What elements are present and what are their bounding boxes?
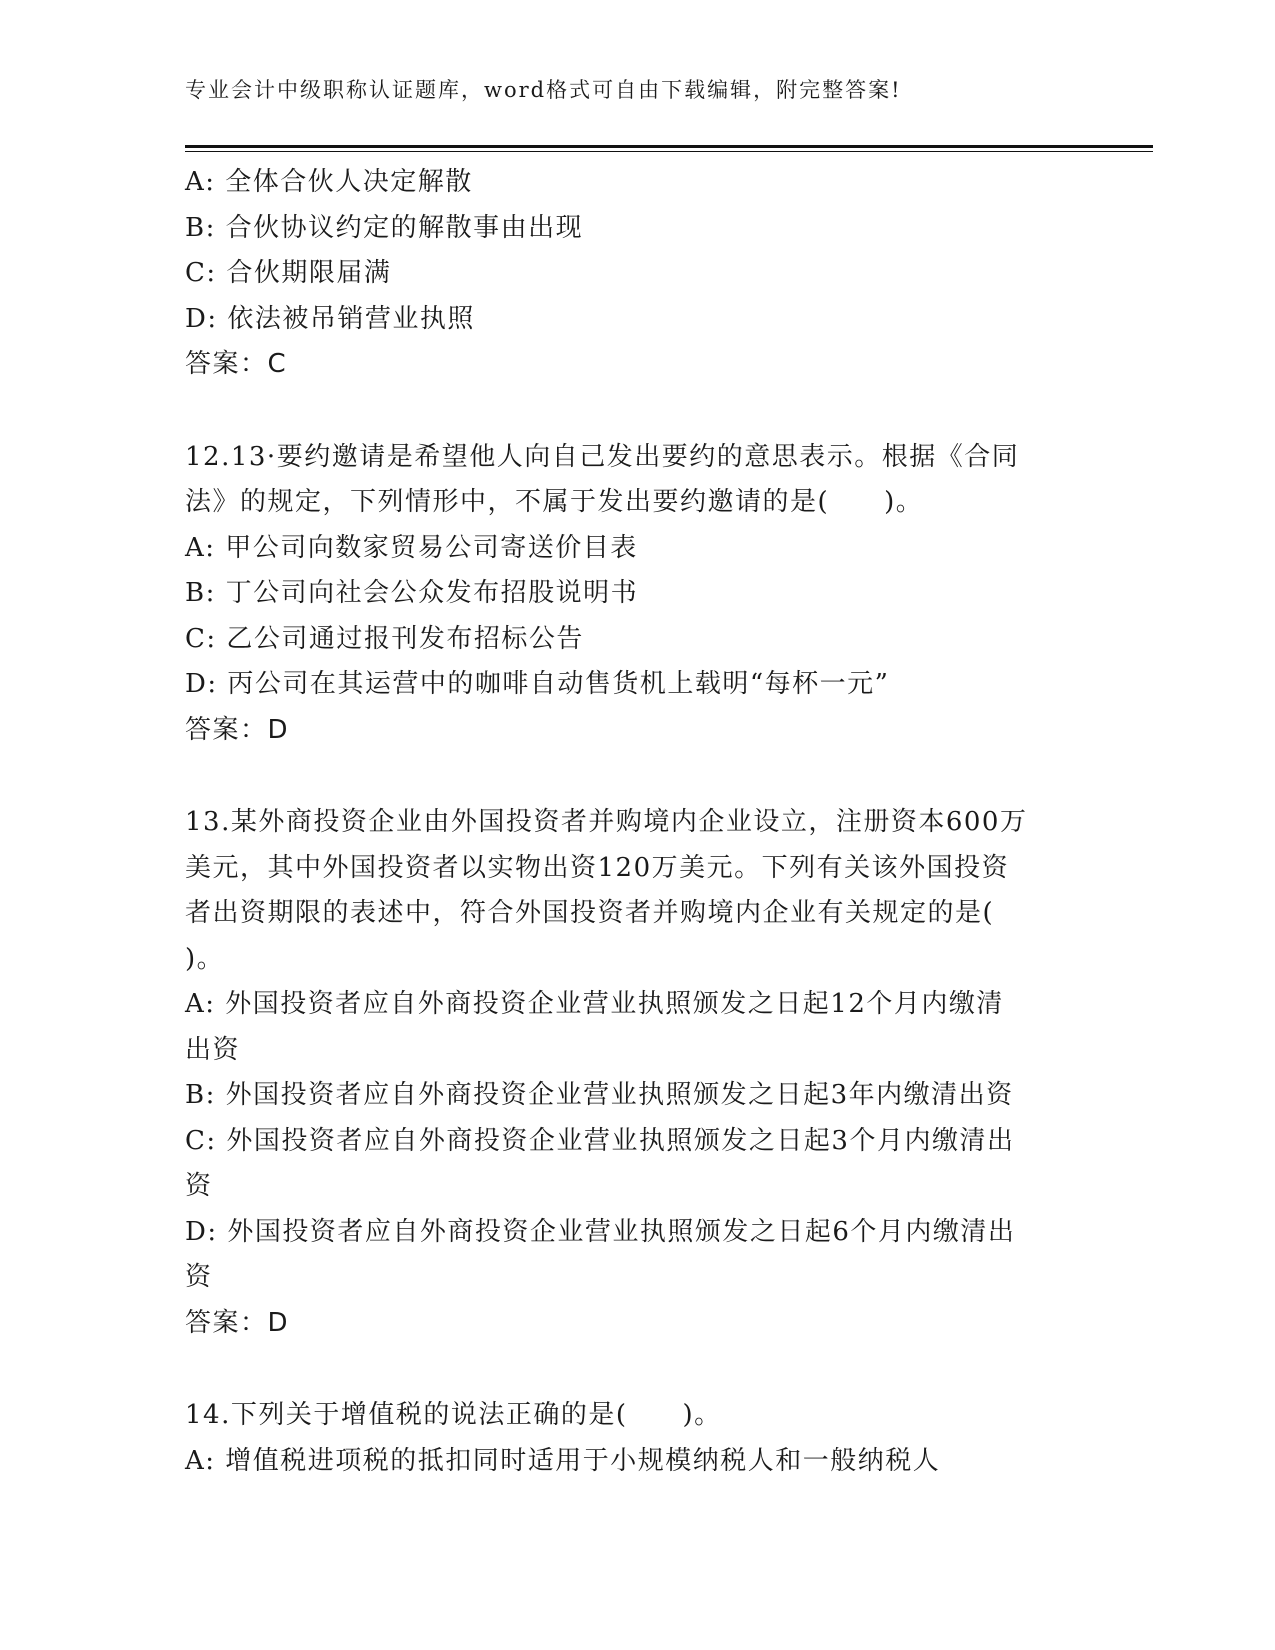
question-stem-line: )。 [185, 943, 225, 974]
answer: 答案：C [185, 349, 288, 379]
option-d: D: 依法被吊销营业执照 [185, 303, 475, 334]
option-c: C: 合伙期限届满 [185, 258, 392, 288]
question-block-1 [185, 160, 1085, 388]
option-c-continued: 资 [185, 1171, 213, 1201]
question-stem-line: 美元，其中外国投资者以实物出资120万美元。下列有关该外国投资 [185, 852, 1010, 883]
question-stem-line: 者出资期限的表述中，符合外国投资者并购境内企业有关规定的是( [185, 898, 995, 928]
option-d-continued: 资 [185, 1262, 213, 1292]
option-a: A: 外国投资者应自外商投资企业营业执照颁发之日起12个月内缴清 [185, 989, 1004, 1019]
option-c: C: 乙公司通过报刊发布招标公告 [185, 623, 584, 654]
question-stem-line: 13.某外商投资企业由外国投资者并购境内企业设立，注册资本600万 [185, 807, 1028, 837]
option-d: D: 丙公司在其运营中的咖啡自动售货机上载明“每杯一元” [185, 669, 890, 699]
option-b: B: 合伙协议约定的解散事由出现 [185, 212, 584, 243]
answer: 答案：D [185, 1307, 290, 1338]
question-stem-line: 法》的规定，下列情形中，不属于发出要约邀请的是( )。 [185, 487, 924, 517]
option-d: D: 外国投资者应自外商投资企业营业执照颁发之日起6个月内缴清出 [185, 1216, 1016, 1247]
header-rule-thin [185, 151, 1153, 152]
question-list [185, 160, 1085, 1484]
option-b: B: 外国投资者应自外商投资企业营业执照颁发之日起3年内缴清出资 [185, 1080, 1014, 1110]
question-block-13 [185, 800, 1085, 1346]
answer: 答案：D [185, 714, 290, 745]
option-a-continued: 出资 [185, 1034, 241, 1065]
page-header: 专业会计中级职称认证题库，word格式可自由下载编辑，附完整答案! [185, 78, 902, 102]
header-rule-thick [185, 145, 1153, 148]
option-a: A: 全体合伙人决定解散 [185, 167, 473, 197]
question-block-12 [185, 435, 1085, 754]
question-stem-line: 14.下列关于增值税的说法正确的是( )。 [185, 1400, 722, 1430]
option-c: C: 外国投资者应自外商投资企业营业执照颁发之日起3个月内缴清出 [185, 1125, 1015, 1156]
option-a: A: 增值税进项税的抵扣同时适用于小规模纳税人和一般纳税人 [185, 1445, 941, 1476]
question-block-14 [185, 1393, 1085, 1484]
option-a: A: 甲公司向数家贸易公司寄送价目表 [185, 532, 638, 563]
question-stem-line: 12.13·要约邀请是希望他人向自己发出要约的意思表示。根据《合同 [185, 441, 1020, 472]
option-b: B: 丁公司向社会公众发布招股说明书 [185, 578, 639, 608]
